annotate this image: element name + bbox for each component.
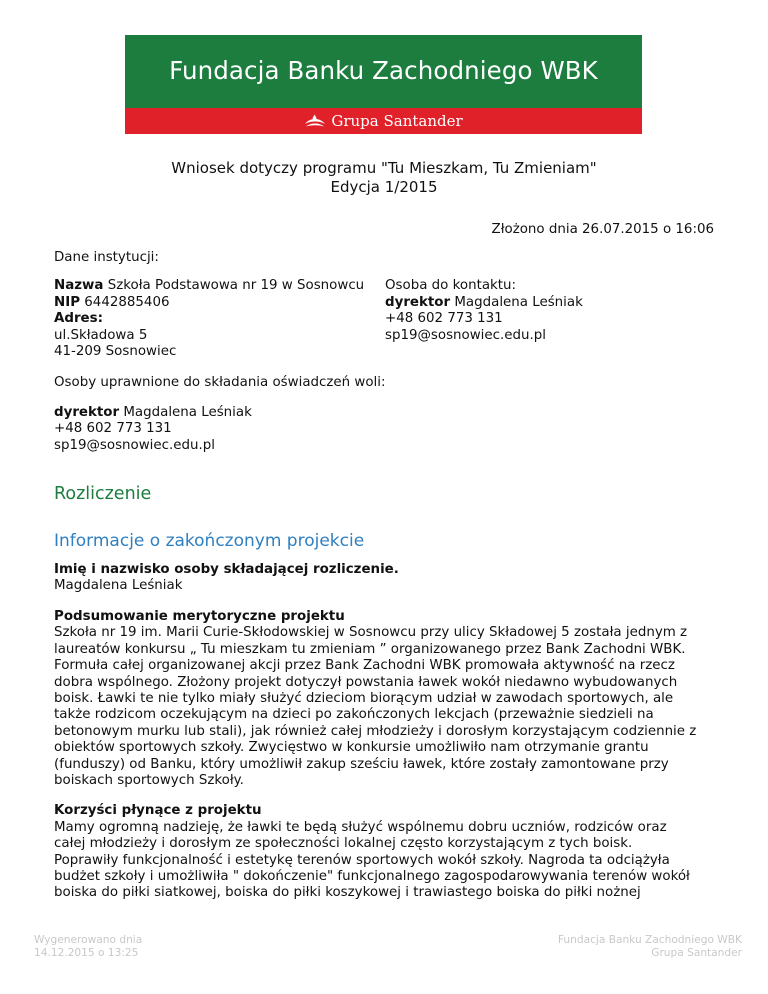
edition-title: Edycja 1/2015	[330, 178, 438, 196]
submission-date: Złożono dnia 26.07.2015 o 16:06	[491, 222, 714, 237]
contact-person-row	[385, 295, 714, 311]
authorized-name: Magdalena Leśniak	[123, 404, 252, 420]
summary-line: także rodzicom oczekującym na dzieci po zakończonych lekcjach (przeważnie siedzieli na	[54, 707, 654, 723]
contact-email: sp19@sosnowiec.edu.pl	[385, 327, 546, 343]
footer-foundation-name: Fundacja Banku Zachodniego WBK	[557, 934, 742, 946]
authorized-phone: +48 602 773 131	[54, 421, 172, 437]
summary-line: laureatów konkursu „ Tu mieszkam tu zmieniam ” organizowanego przez Bank Zachodni WBK.	[54, 641, 686, 657]
santander-flame-icon	[304, 114, 326, 128]
summary-block	[54, 609, 714, 789]
benefits-line: Mamy ogromną nadzieję, że ławki te będą służyć wspólnemu dobru uczniów, rodziców oraz	[54, 819, 667, 835]
institution-info	[54, 278, 385, 360]
institution-section-label: Dane instytucji:	[54, 250, 159, 265]
summary-line: betonowym murku lub stali), jak również całej młodzieży i dorosłym korzystającym codziennie z	[54, 723, 697, 739]
institution-name-row	[54, 278, 385, 294]
group-name-bar	[125, 108, 642, 134]
authorized-persons-label: Osoby uprawnione do składania oświadczeń woli:	[54, 375, 386, 391]
summary-line: obiektów sportowych szkoły. Zwycięstwo w konkursie umożliwiło nam otrzymanie grantu	[54, 740, 649, 756]
nip-row	[54, 295, 385, 311]
summary-line: boiskach sportowych Szkoły.	[54, 772, 244, 788]
summary-label: Podsumowanie merytoryczne projektu	[54, 608, 345, 624]
address-city: 41-209 Sosnowiec	[54, 344, 177, 360]
address-label: Adres:	[54, 311, 103, 327]
summary-line: Formuła całej organizowanej akcji przez Bank Zachodni WBK promowała aktywność na rzecz	[54, 658, 675, 674]
nip-value: 6442885406	[84, 294, 170, 310]
authorized-role: dyrektor	[54, 404, 120, 420]
footer-group-name: Grupa Santander	[651, 947, 742, 959]
organization-footer	[558, 934, 742, 960]
summary-line: boisk. Ławki te nie tylko miały służyć dzieciom biorącym udział w zawodach sportowych, ale	[54, 690, 674, 706]
summary-line: Szkoła nr 19 im. Marii Curie-Skłodowskiej w Sosnowcu przy ulicy Składowej 5 została jednym z	[54, 625, 688, 641]
contact-person-info	[385, 278, 714, 360]
institution-name: Szkoła Podstawowa nr 19 w Sosnowcu	[107, 278, 365, 294]
contact-name: Magdalena Leśniak	[454, 294, 583, 310]
nip-label: NIP	[54, 294, 81, 310]
submitter-name: Magdalena Leśniak	[54, 578, 183, 594]
settlement-heading: Rozliczenie	[54, 484, 152, 505]
benefits-line: Poprawiły funkcjonalność i estetykę terenów sportowych wokół szkoły. Nagroda ta odciążyła	[54, 852, 670, 868]
summary-line: (funduszy) od Banku, który umożliwił zakup sześciu ławek, które zostały zamontowane przy	[54, 756, 669, 772]
contact-label: Osoba do kontaktu:	[385, 278, 517, 294]
foundation-logo-banner	[125, 35, 642, 134]
institution-details	[54, 278, 714, 360]
address-street: ul.Składowa 5	[54, 327, 148, 343]
document-body	[54, 250, 714, 902]
authorized-email: sp19@sosnowiec.edu.pl	[54, 437, 215, 453]
benefits-line: całej młodzieży i dorosłym ze społeczności lokalnej często korzystającym z tych boisk.	[54, 836, 633, 852]
project-info-heading: Informacje o zakończonym projekcie	[54, 531, 365, 552]
foundation-name-bar	[125, 35, 642, 108]
generated-date: 14.12.2015 o 13:25	[34, 947, 139, 959]
generated-footer	[34, 934, 142, 960]
benefits-line: budżet szkoły i umożliwiła " dokończenie" funkcjonalnego zagospodarowywania terenów wokół	[54, 868, 690, 884]
submitter-label: Imię i nazwisko osoby składającej rozliczenie.	[54, 562, 399, 578]
authorized-person	[54, 405, 714, 454]
contact-phone: +48 602 773 131	[385, 311, 503, 327]
program-title: Wniosek dotyczy programu "Tu Mieszkam, Tu Zmieniam"	[171, 159, 597, 177]
authorized-person-row	[54, 405, 714, 421]
application-title	[0, 159, 768, 197]
foundation-name: Fundacja Banku Zachodniego WBK	[169, 56, 598, 86]
submitter-block	[54, 562, 714, 595]
benefits-line: boiska do piłki siatkowej, boiska do piłki koszykowej i trawiastego boiska do piłki nożnej	[54, 885, 641, 901]
group-name: Grupa Santander	[331, 111, 463, 130]
benefits-label: Korzyści płynące z projektu	[54, 803, 262, 819]
name-label: Nazwa	[54, 278, 104, 294]
contact-role: dyrektor	[385, 294, 451, 310]
summary-line: dobra wspólnego. Złożony projekt dotyczył powstania ławek wokół niedawno wybudowanych	[54, 674, 678, 690]
benefits-block	[54, 803, 714, 901]
generated-label: Wygenerowano dnia	[34, 934, 143, 946]
